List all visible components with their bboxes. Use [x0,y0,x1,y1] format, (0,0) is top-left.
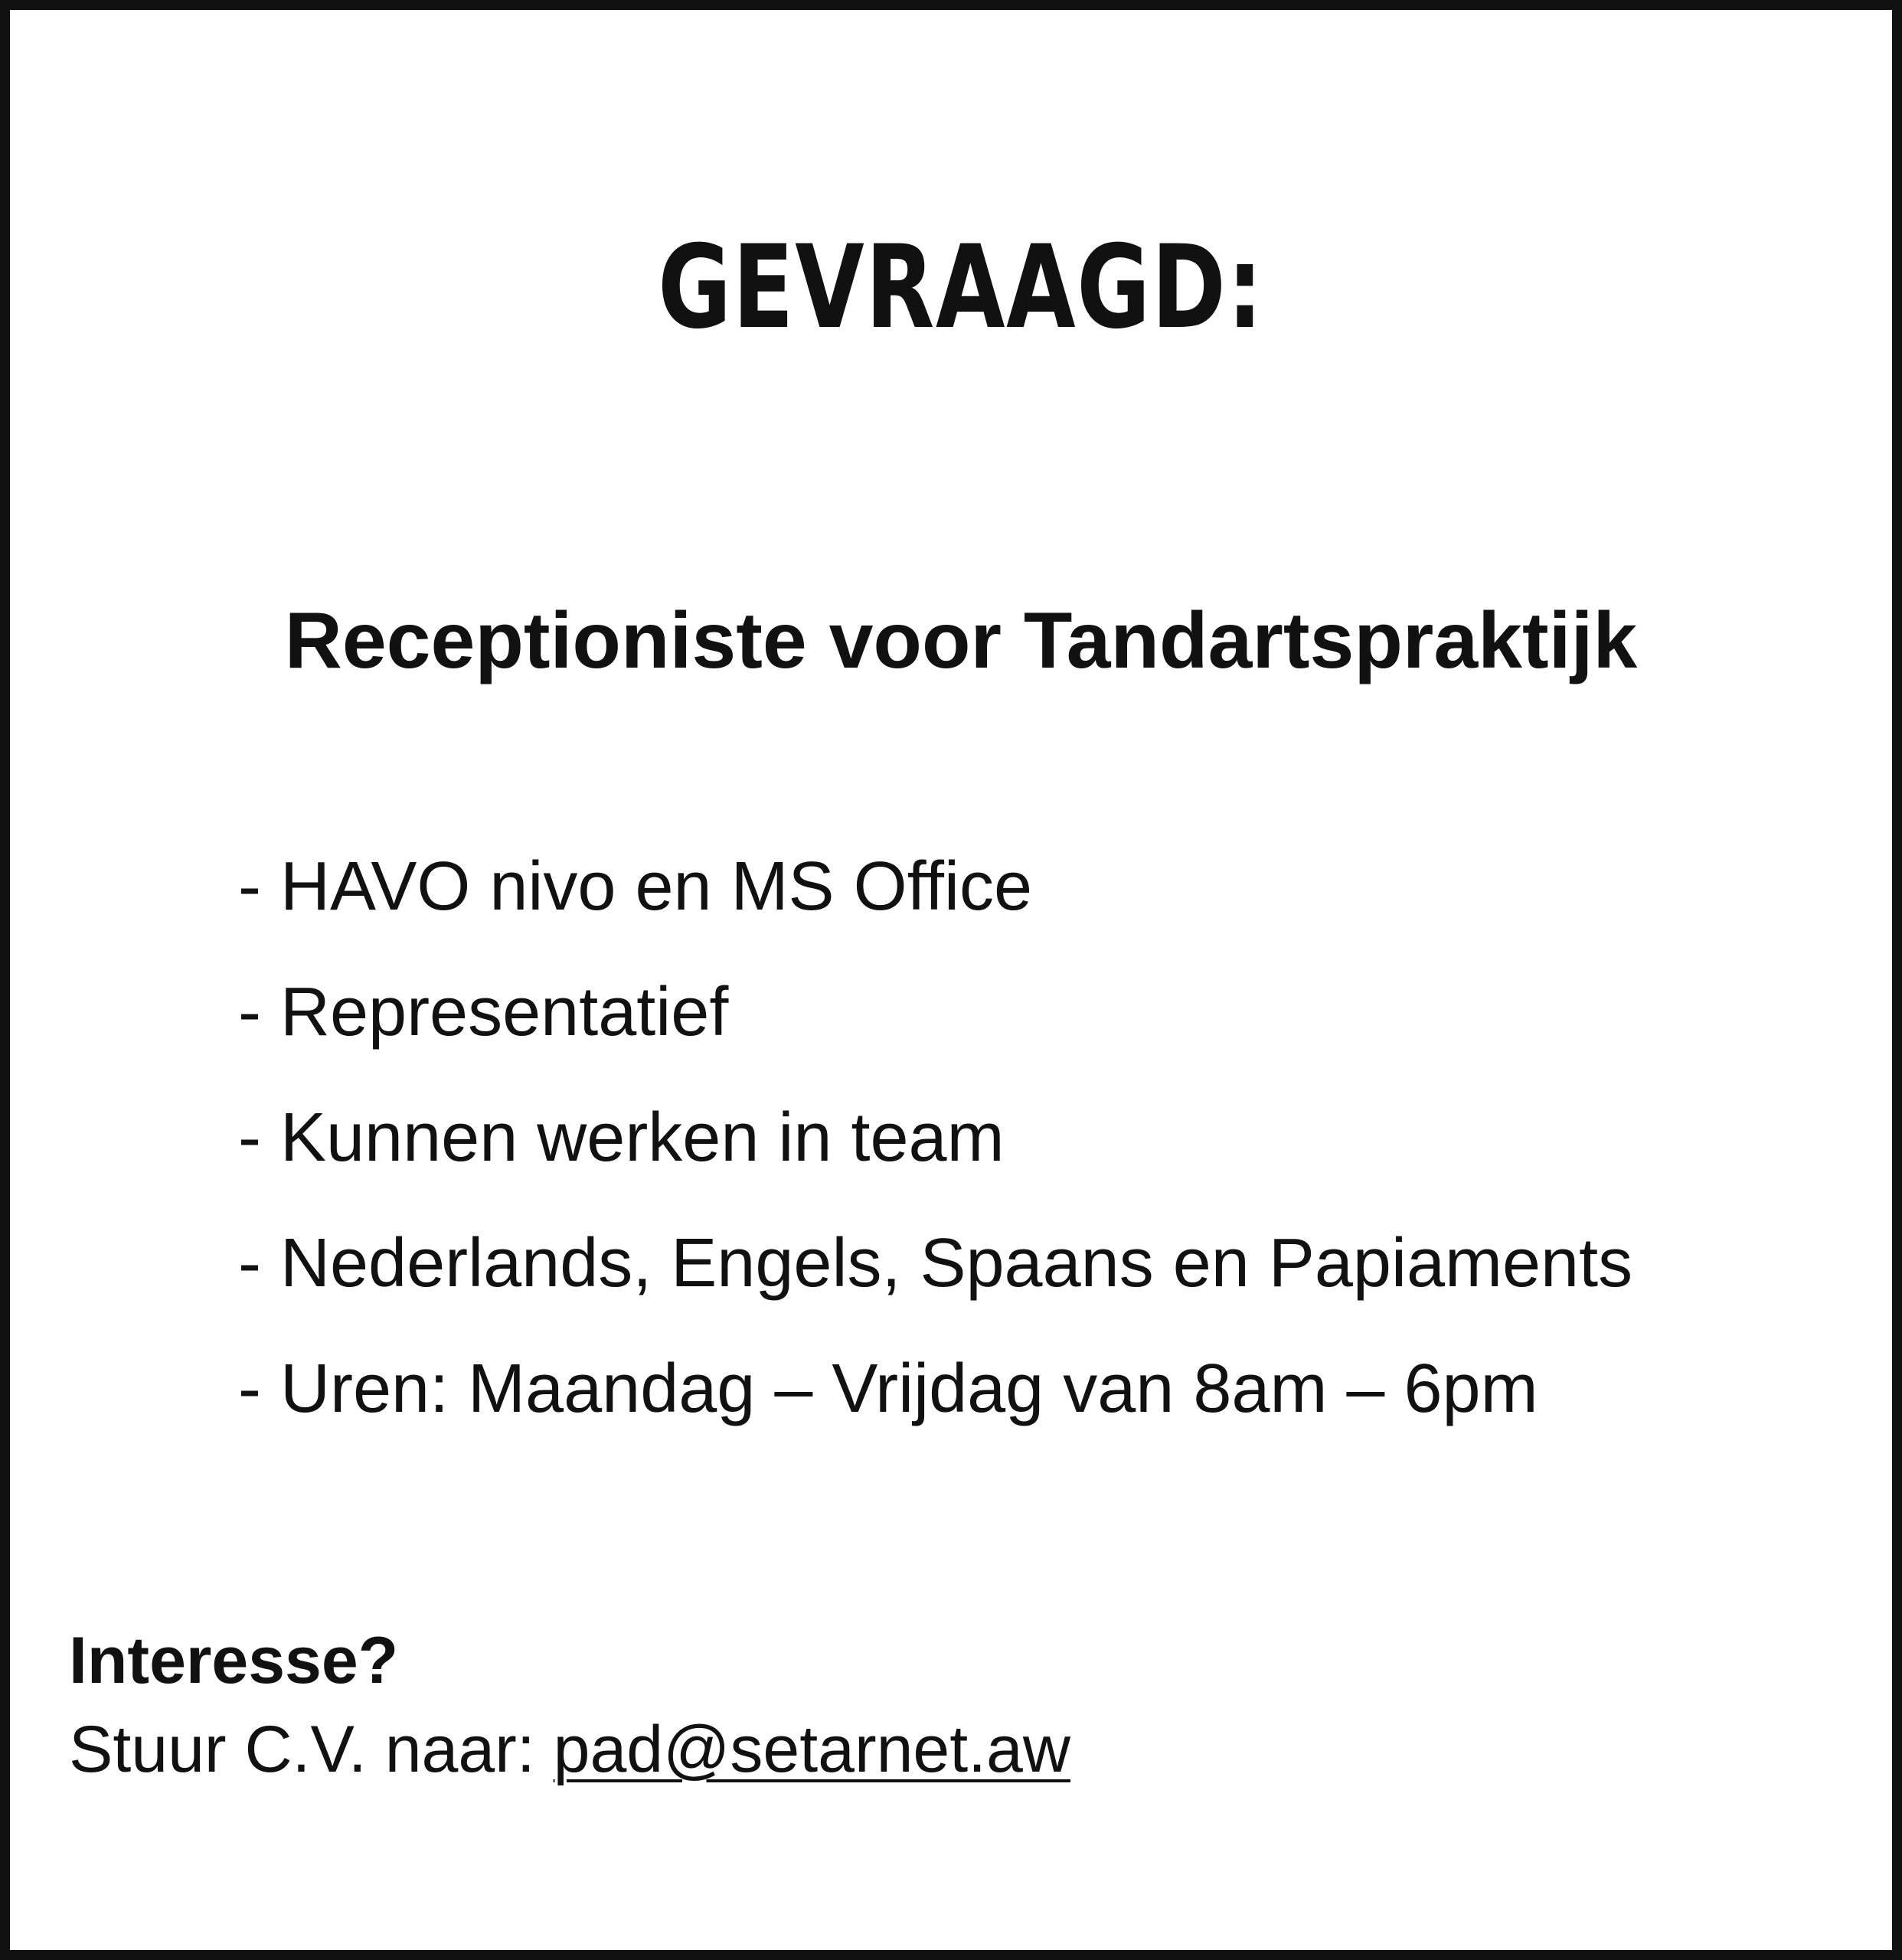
contact-section [69,1616,1070,1794]
position-title: Receptioniste voor Tandartspraktijk [284,596,1638,685]
requirements-list [238,824,1632,1452]
requirement-item: - Kunnen werken in team [238,1099,1005,1176]
requirement-item: - HAVO nivo en MS Office [238,848,1033,925]
requirement-item: - Uren: Maandag – Vrijdag van 8am – 6pm [238,1351,1538,1427]
contact-heading: Interesse? [69,1624,399,1697]
contact-prefix: Stuur C.V. naar: [69,1713,554,1786]
email-link[interactable]: pad@setarnet.aw [553,1713,1070,1786]
requirement-item: - Nederlands, Engels, Spaans en Papiaments [238,1225,1633,1302]
requirement-item: - Representatief [238,974,729,1050]
contact-line [69,1705,1070,1794]
headline: GEVRAAGD: [658,221,1264,354]
